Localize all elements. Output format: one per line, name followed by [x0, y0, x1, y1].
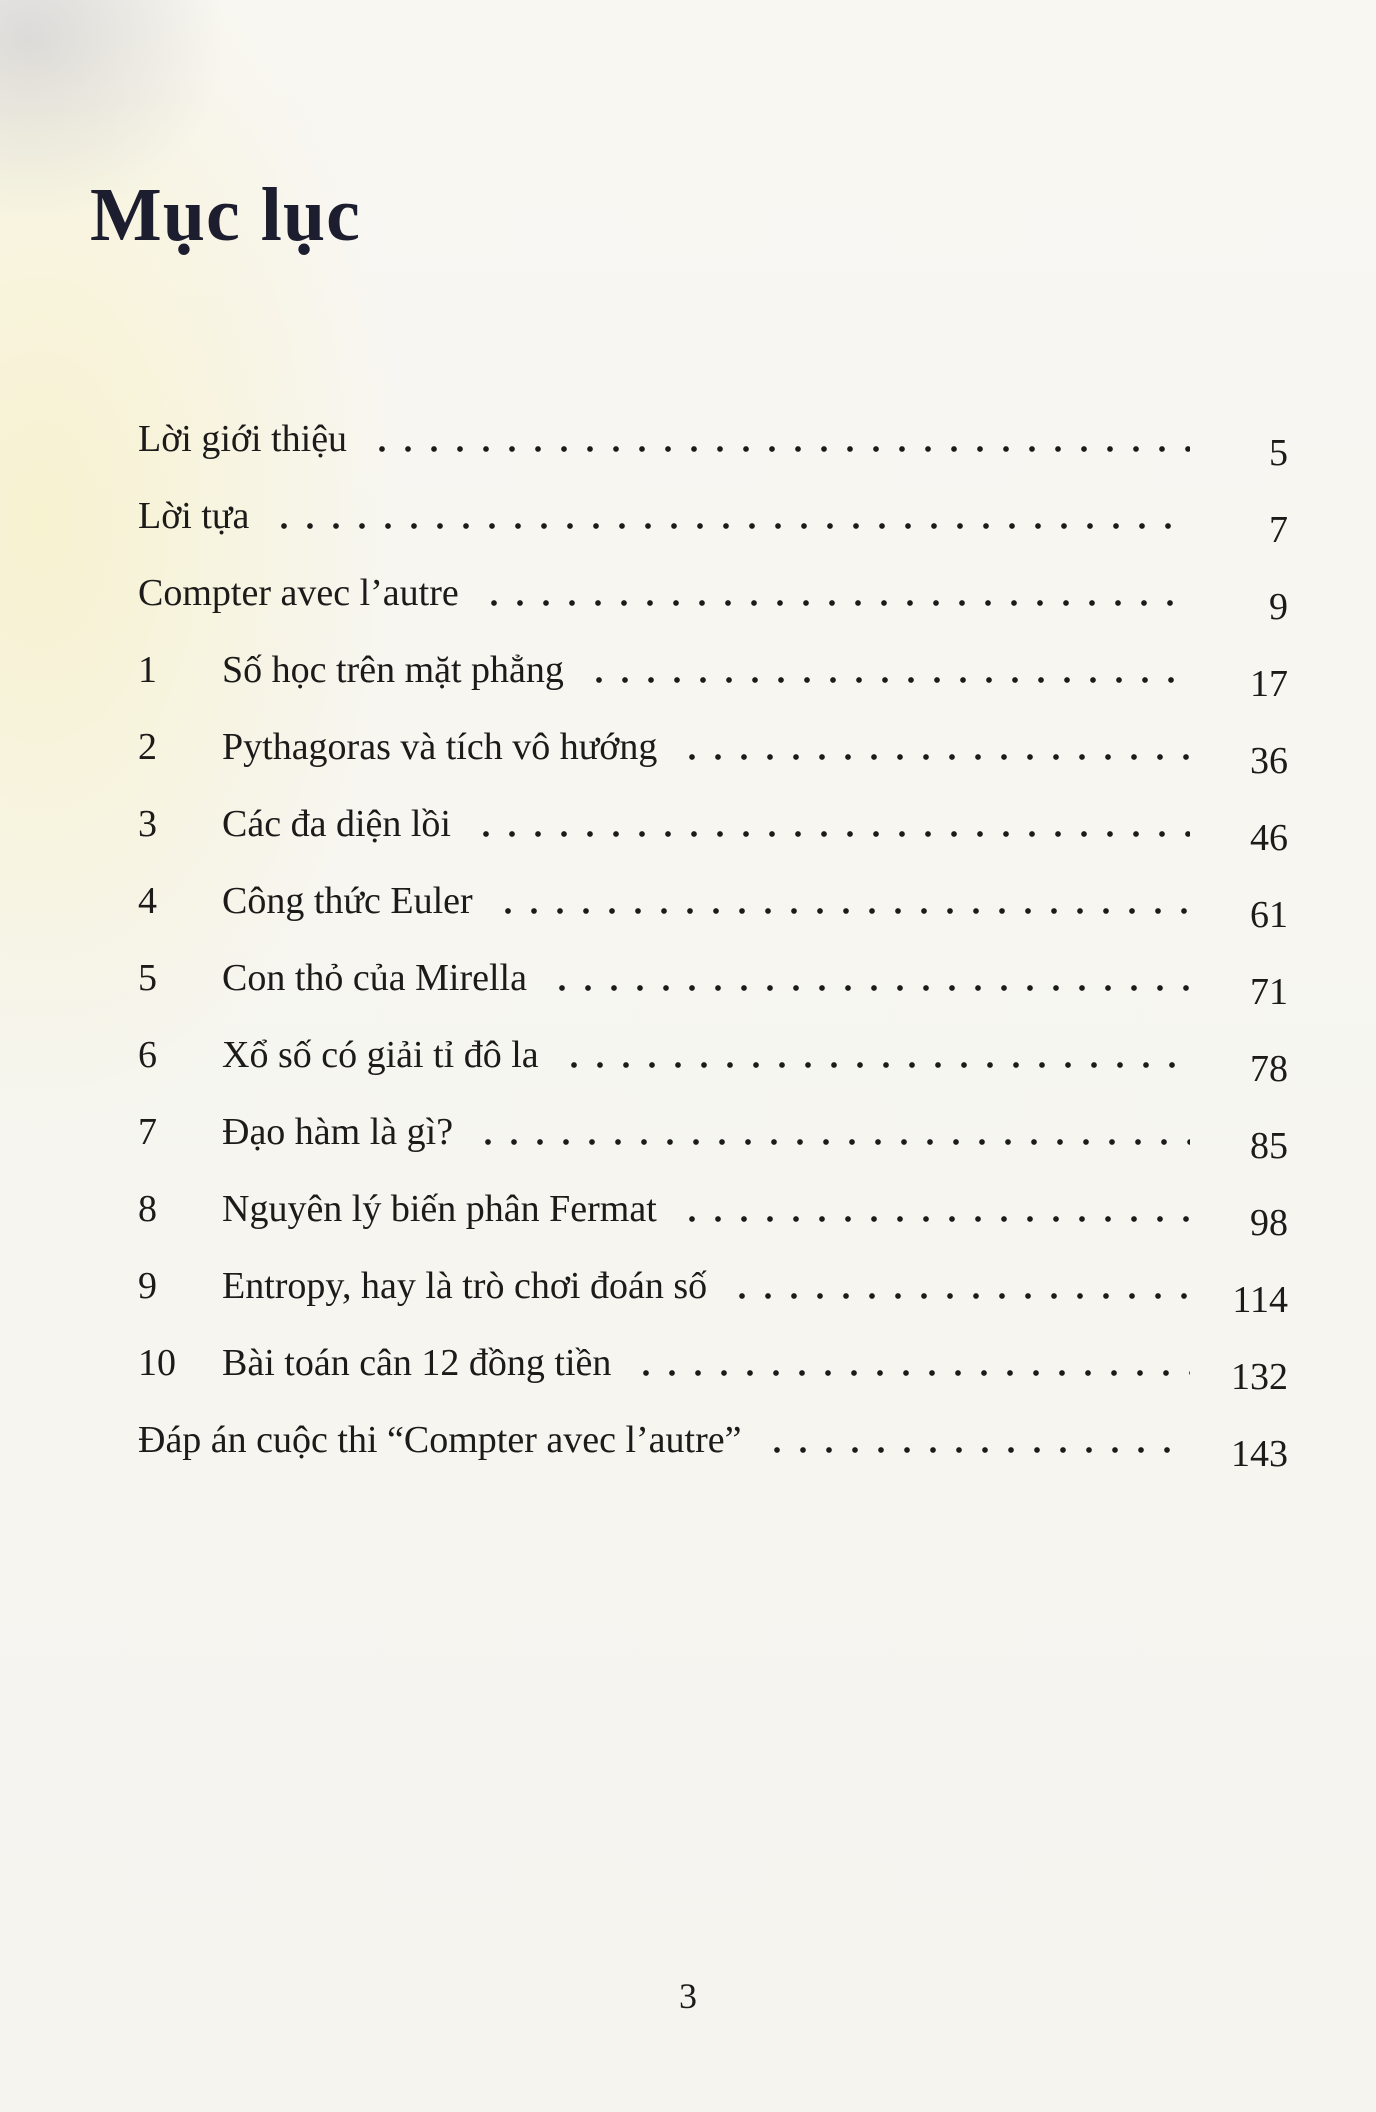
- toc-entry-page: 71: [1250, 971, 1288, 1013]
- dot-leader: [764, 1446, 1191, 1454]
- toc-entry-number: 6: [138, 1034, 157, 1076]
- toc-entry-label: Bài toán cân 12 đồng tiền: [222, 1342, 612, 1384]
- toc-entry-chapter-3[interactable]: [138, 769, 1288, 859]
- table-of-contents: [138, 384, 1288, 1475]
- dot-leader: [633, 1369, 1190, 1377]
- toc-entry-page: 9: [1269, 586, 1288, 628]
- toc-entry-page: 46: [1250, 817, 1288, 859]
- toc-entry-number: 4: [138, 880, 157, 922]
- toc-entry-page: 132: [1231, 1356, 1288, 1398]
- toc-entry-chapter-10[interactable]: [138, 1308, 1288, 1398]
- toc-entry-page: 36: [1250, 740, 1288, 782]
- dot-leader: [369, 445, 1190, 453]
- dot-leader: [679, 753, 1190, 761]
- toc-entry-label: Công thức Euler: [222, 880, 473, 922]
- dot-leader: [586, 676, 1190, 684]
- toc-entry-chapter-1[interactable]: [138, 615, 1288, 705]
- toc-entry-label: Số học trên mặt phẳng: [222, 649, 564, 691]
- toc-entry-label: Entropy, hay là trò chơi đoán số: [222, 1265, 708, 1307]
- toc-entry-page: 17: [1250, 663, 1288, 705]
- toc-entry-number: 3: [138, 803, 157, 845]
- toc-entry-page: 85: [1250, 1125, 1288, 1167]
- toc-entry-page: 5: [1269, 432, 1288, 474]
- toc-entry-number: 9: [138, 1265, 157, 1307]
- toc-entry-label: Lời tựa: [138, 495, 250, 537]
- dot-leader: [679, 1215, 1190, 1223]
- toc-entry-label: Xổ số có giải tỉ đô la: [222, 1034, 539, 1076]
- dot-leader: [481, 599, 1190, 607]
- dot-leader: [549, 984, 1190, 992]
- toc-entry-number: 7: [138, 1111, 157, 1153]
- page-title: Mục lục: [90, 173, 361, 257]
- toc-entry-page: 78: [1250, 1048, 1288, 1090]
- dot-leader: [475, 1138, 1190, 1146]
- toc-entry-chapter-7[interactable]: [138, 1077, 1288, 1167]
- toc-entry-preface[interactable]: [138, 461, 1288, 551]
- toc-entry-number: 10: [138, 1342, 176, 1384]
- toc-entry-label: Lời giới thiệu: [138, 418, 348, 460]
- dot-leader: [271, 522, 1190, 530]
- toc-entry-label: Các đa diện lồi: [222, 803, 451, 845]
- dot-leader: [495, 907, 1190, 915]
- dot-leader: [473, 830, 1190, 838]
- toc-entry-number: 5: [138, 957, 157, 999]
- toc-entry-chapter-2[interactable]: [138, 692, 1288, 782]
- toc-entry-label: Pythagoras và tích vô hướng: [222, 726, 658, 768]
- toc-entry-number: 8: [138, 1188, 157, 1230]
- toc-entry-intro[interactable]: [138, 384, 1288, 474]
- toc-entry-chapter-5[interactable]: [138, 923, 1288, 1013]
- toc-entry-number: 2: [138, 726, 157, 768]
- toc-entry-label: Đạo hàm là gì?: [222, 1111, 454, 1153]
- toc-entry-label: Compter avec l’autre: [138, 572, 459, 614]
- toc-entry-answers[interactable]: [138, 1385, 1288, 1475]
- toc-entry-page: 98: [1250, 1202, 1288, 1244]
- toc-entry-label: Nguyên lý biến phân Fermat: [222, 1188, 657, 1230]
- toc-entry-label: Con thỏ của Mirella: [222, 957, 527, 999]
- toc-entry-compter[interactable]: [138, 538, 1288, 628]
- toc-entry-chapter-6[interactable]: [138, 1000, 1288, 1090]
- dot-leader: [729, 1292, 1190, 1300]
- toc-entry-chapter-4[interactable]: [138, 846, 1288, 936]
- dot-leader: [561, 1061, 1190, 1069]
- toc-entry-page: 143: [1231, 1433, 1288, 1475]
- page-number: 3: [679, 1976, 697, 2016]
- toc-entry-page: 61: [1250, 894, 1288, 936]
- toc-entry-page: 114: [1232, 1279, 1288, 1321]
- toc-entry-number: 1: [138, 649, 157, 691]
- toc-entry-label: Đáp án cuộc thi “Compter avec l’autre”: [138, 1419, 742, 1461]
- toc-entry-page: 7: [1269, 509, 1288, 551]
- toc-entry-chapter-9[interactable]: [138, 1231, 1288, 1321]
- toc-entry-chapter-8[interactable]: [138, 1154, 1288, 1244]
